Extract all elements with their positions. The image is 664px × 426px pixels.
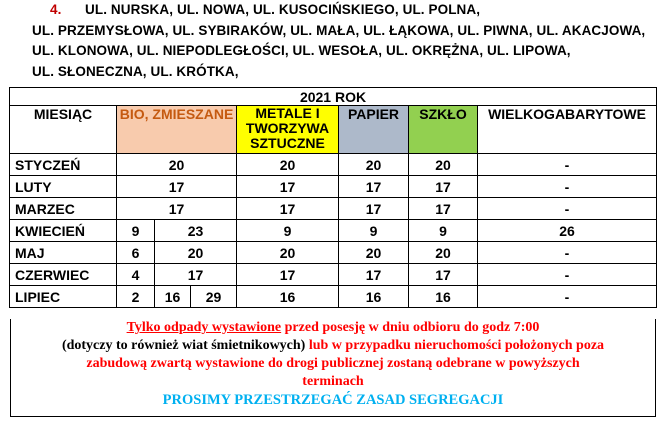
metals-date-cell: 17 bbox=[237, 264, 339, 286]
column-glass: SZKŁO bbox=[409, 106, 478, 154]
metals-date-cell: 20 bbox=[237, 242, 339, 264]
paper-date-cell: 17 bbox=[339, 264, 409, 286]
bio-date-cell: 29 bbox=[191, 286, 237, 308]
metals-date-cell: 17 bbox=[237, 176, 339, 198]
bio-date-cell: 9 bbox=[117, 220, 155, 242]
year-row bbox=[10, 88, 657, 106]
notice-text: Tylko odpady wystawione bbox=[126, 320, 282, 335]
glass-date-cell: 17 bbox=[409, 176, 478, 198]
table-row bbox=[10, 154, 657, 176]
bulky-date-cell: - bbox=[478, 264, 657, 286]
table-row bbox=[10, 220, 657, 242]
table-row bbox=[10, 264, 657, 286]
month-cell: STYCZEŃ bbox=[10, 154, 117, 176]
paper-date-cell: 16 bbox=[339, 286, 409, 308]
bio-date-cell: 17 bbox=[155, 264, 237, 286]
metals-date-cell: 16 bbox=[237, 286, 339, 308]
glass-date-cell: 17 bbox=[409, 198, 478, 220]
month-cell: LIPIEC bbox=[10, 286, 117, 308]
segregation-appeal: PROSIMY PRZESTRZEGAĆ ZASAD SEGREGACJI bbox=[162, 392, 504, 408]
glass-date-cell: 17 bbox=[409, 264, 478, 286]
bio-date-cell: 20 bbox=[117, 154, 237, 176]
column-header-row bbox=[10, 106, 657, 154]
header-line-1 bbox=[10, 0, 656, 21]
bio-date-cell: 6 bbox=[117, 242, 155, 264]
bio-date-cell: 17 bbox=[117, 198, 237, 220]
bio-date-cell: 17 bbox=[117, 176, 237, 198]
bio-date-cell: 16 bbox=[155, 286, 191, 308]
paper-date-cell: 9 bbox=[339, 220, 409, 242]
year-title: 2021 ROK bbox=[10, 88, 657, 106]
bio-date-cell: 20 bbox=[155, 242, 237, 264]
bio-date-cell: 4 bbox=[117, 264, 155, 286]
street-list-line: UL. SŁONECZNA, UL. KRÓTKA, bbox=[32, 63, 239, 79]
glass-date-cell: 20 bbox=[409, 154, 478, 176]
metals-date-cell: 17 bbox=[237, 198, 339, 220]
column-paper: PAPIER bbox=[339, 106, 409, 154]
section-number: 4. bbox=[50, 2, 62, 17]
bulky-date-cell: - bbox=[478, 198, 657, 220]
notice-text: zabudową zwartą wystawione do drogi publicznej zostaną odebrane w powyższych bbox=[86, 356, 580, 371]
table-row bbox=[10, 242, 657, 264]
glass-date-cell: 16 bbox=[409, 286, 478, 308]
column-bio-mixed: BIO, ZMIESZANE bbox=[117, 106, 237, 154]
month-cell: MAJ bbox=[10, 242, 117, 264]
column-metals-line: SZTUCZNE bbox=[250, 135, 325, 151]
column-bulky-waste: WIELKOGABARYTOWE bbox=[478, 106, 657, 154]
month-cell: KWIECIEŃ bbox=[10, 220, 117, 242]
month-cell: LUTY bbox=[10, 176, 117, 198]
street-list-line: UL. KLONOWA, UL. NIEPODLEGŁOŚCI, UL. WESOŁA, UL. OKRĘŻNA, UL. LIPOWA, bbox=[32, 43, 571, 58]
metals-date-cell: 9 bbox=[237, 220, 339, 242]
collection-schedule-table bbox=[9, 87, 657, 308]
address-header bbox=[10, 0, 656, 88]
month-cell: CZERWIEC bbox=[10, 264, 117, 286]
table-row bbox=[10, 198, 657, 220]
notice-text: terminach bbox=[302, 374, 364, 389]
paper-date-cell: 17 bbox=[339, 198, 409, 220]
notice-text: (dotyczy to również wiat śmietnikowych) bbox=[61, 338, 306, 353]
street-list-line: UL. PRZEMYSŁOWA, UL. SYBIRAKÓW, UL. MAŁA, UL. ŁĄKOWA, UL. PIWNA, UL. AKACJOWA, bbox=[32, 22, 646, 38]
paper-date-cell: 20 bbox=[339, 154, 409, 176]
bulky-date-cell: - bbox=[478, 286, 657, 308]
bulky-date-cell: 26 bbox=[478, 220, 657, 242]
bulky-date-cell: - bbox=[478, 176, 657, 198]
bulky-date-cell: - bbox=[478, 154, 657, 176]
notice-text: lub w przypadku nieruchomości położonych poza bbox=[308, 338, 605, 353]
column-metals-line: METALE I bbox=[255, 105, 320, 121]
glass-date-cell: 9 bbox=[409, 220, 478, 242]
table-row bbox=[10, 176, 657, 198]
bio-date-cell: 2 bbox=[117, 286, 155, 308]
notice-text: przed posesję w dniu odbioru do godz 7:00 bbox=[284, 320, 540, 335]
bio-date-cell: 23 bbox=[155, 220, 237, 242]
paper-date-cell: 17 bbox=[339, 176, 409, 198]
paper-date-cell: 20 bbox=[339, 242, 409, 264]
column-metals-plastics bbox=[237, 106, 339, 154]
column-metals-line: TWORZYWA bbox=[245, 120, 330, 136]
street-list-line: UL. NURSKA, UL. NOWA, UL. KUSOCIŃSKIEGO, UL. POLNA, bbox=[85, 2, 481, 17]
table-row bbox=[10, 286, 657, 308]
month-cell: MARZEC bbox=[10, 198, 117, 220]
bulky-date-cell: - bbox=[478, 242, 657, 264]
notice-box bbox=[10, 319, 656, 417]
column-month: MIESIĄC bbox=[10, 106, 117, 154]
metals-date-cell: 20 bbox=[237, 154, 339, 176]
glass-date-cell: 20 bbox=[409, 242, 478, 264]
